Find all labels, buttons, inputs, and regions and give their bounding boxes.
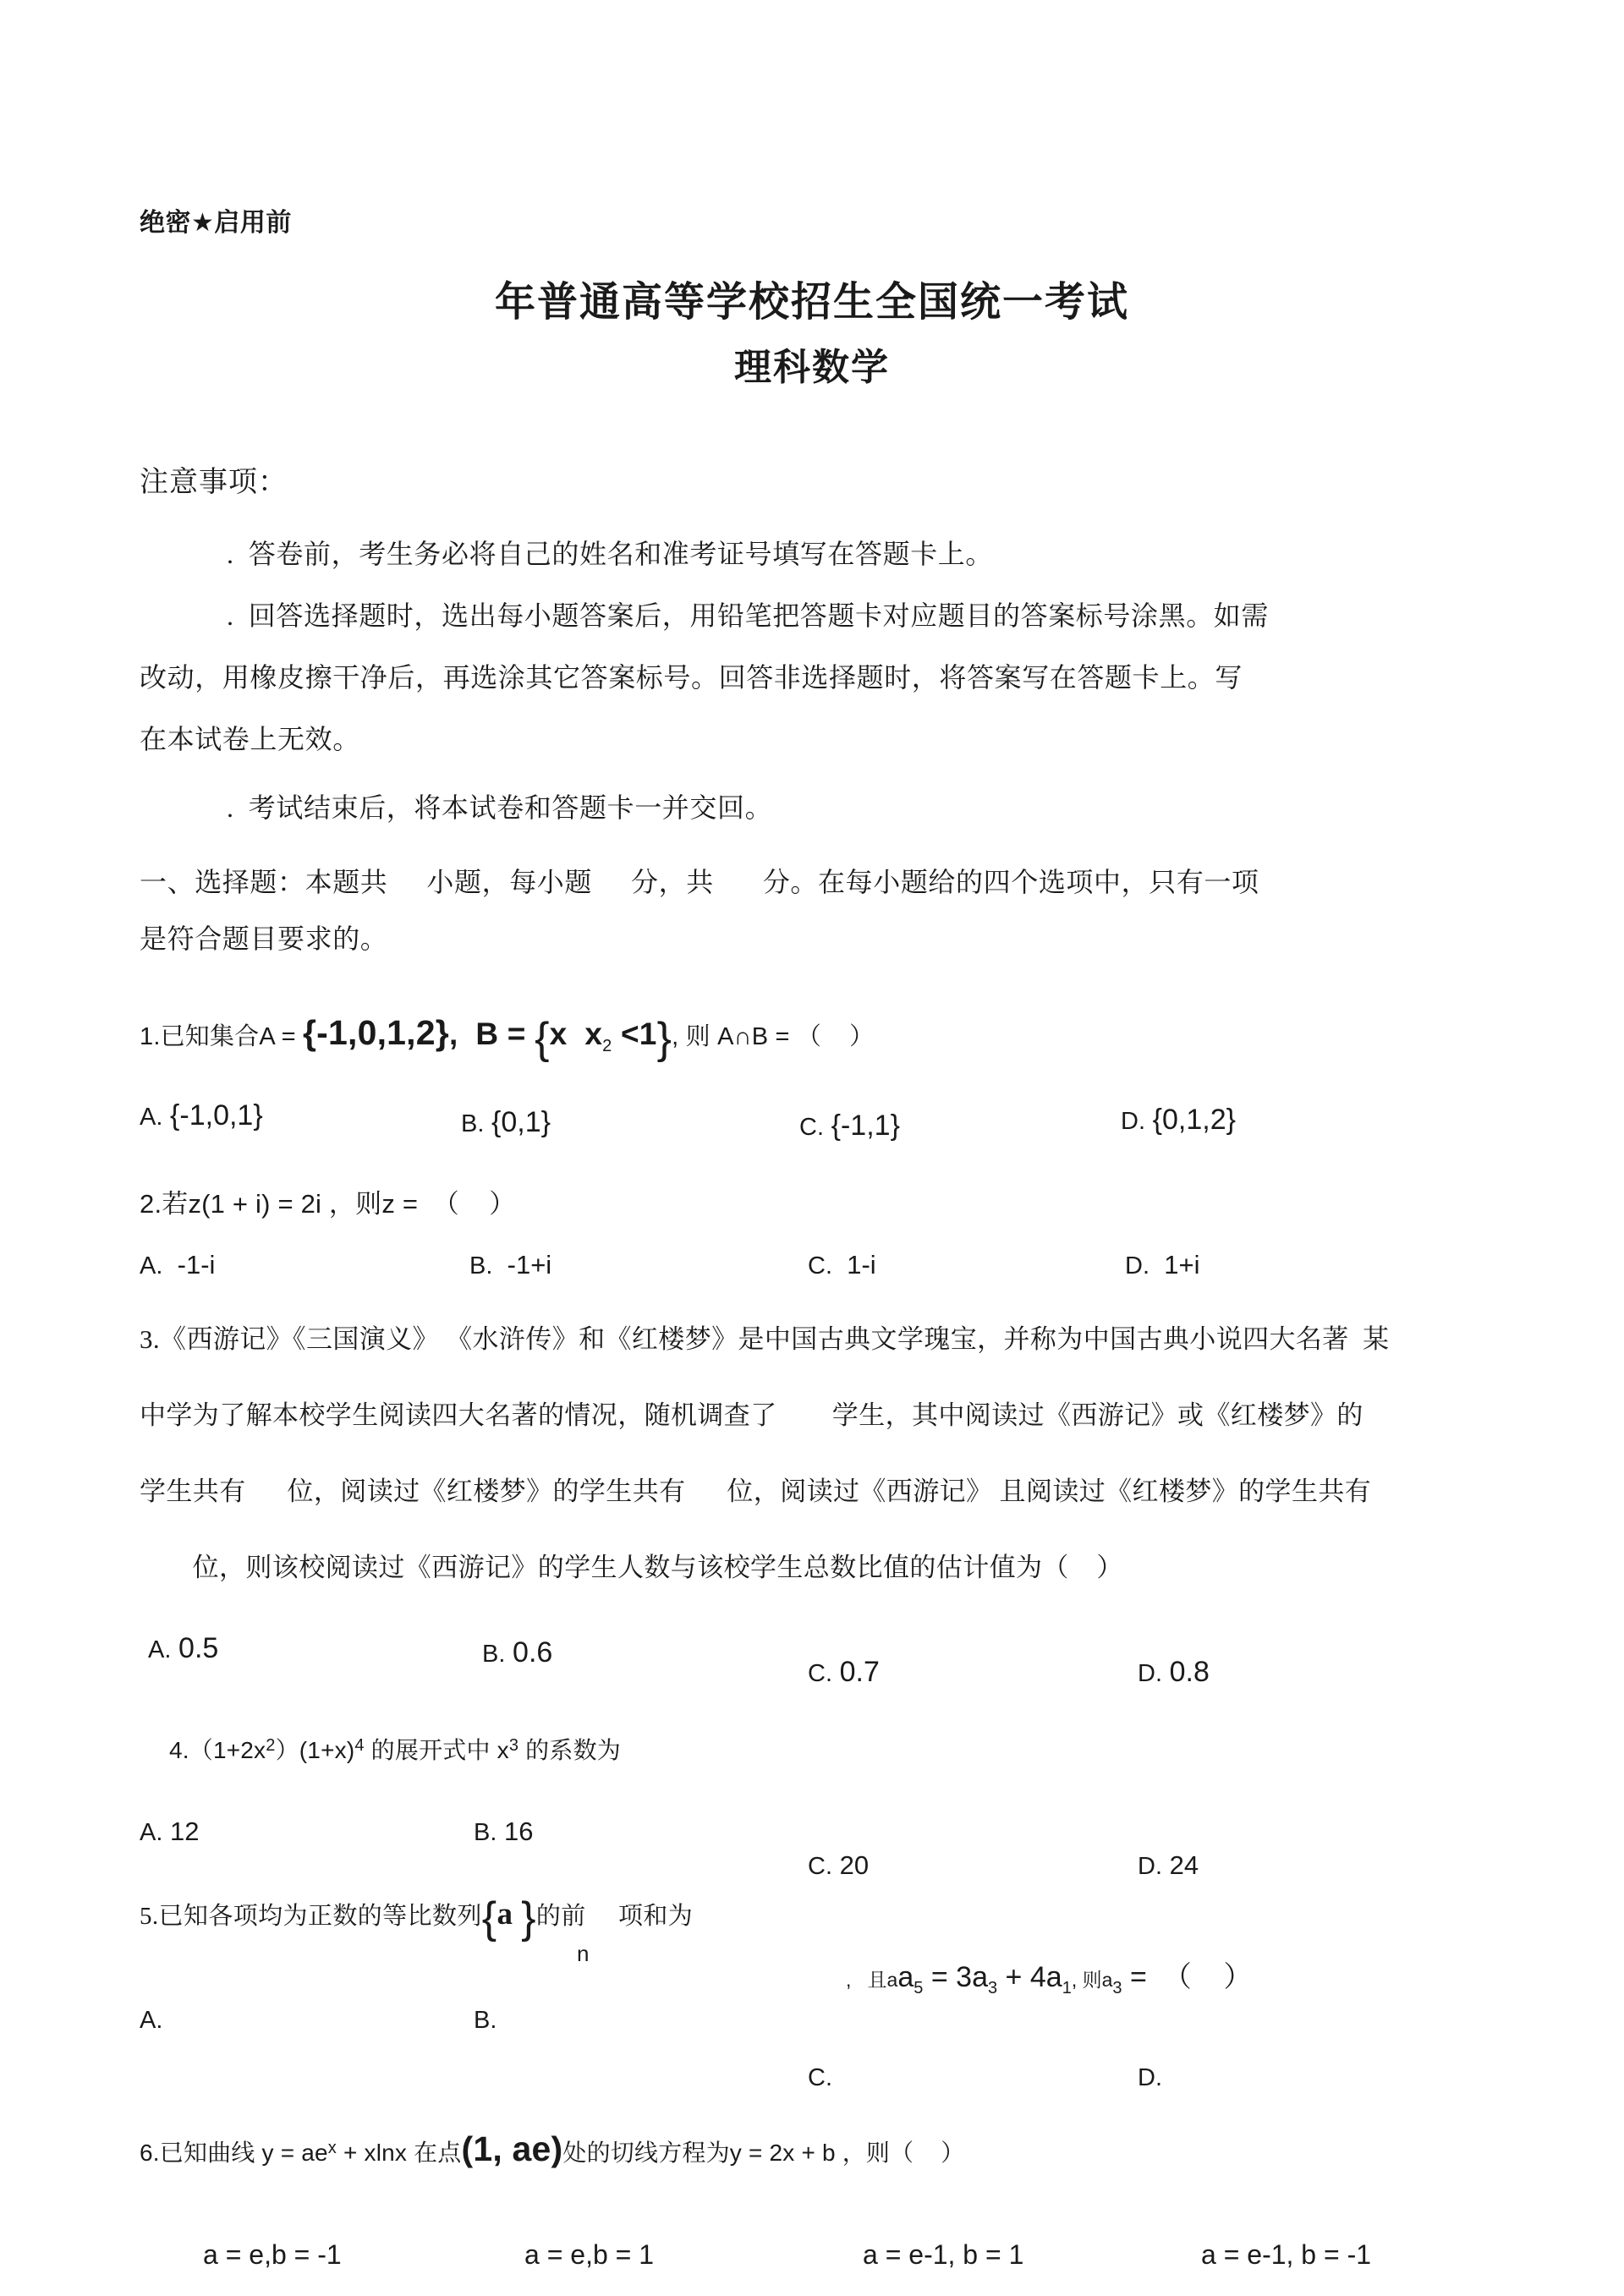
question-3-option-c[interactable] [808,1656,880,1689]
q5-cond-lead: , 且a [846,1969,898,1991]
q5-cond-sub-2: 3 [987,1979,998,1997]
q3-opt-c-label: C. [808,1660,832,1687]
question-4-option-c[interactable] [808,1850,869,1881]
q4-opt-c-value: 20 [839,1850,870,1880]
question-1-option-c[interactable] [799,1110,900,1143]
question-5-option-c[interactable] [808,2062,840,2092]
q2-opt-c-value: 1-i [847,1250,876,1280]
q5-seq-body: a [497,1897,522,1932]
q4-opt-b-value: 16 [504,1817,534,1846]
q6-lead: 6.已知曲线 y = ae [140,2140,328,2166]
note-item-3: . 考试结束后，将本试卷和答题卡一并交回。 [227,792,773,823]
question-5-condition [846,1954,1253,1998]
question-3-option-b[interactable] [482,1636,552,1669]
question-2-option-a[interactable] [140,1250,215,1280]
q5-opt-c-label: C. [808,2064,832,2091]
q1-setb-sub: 2 [602,1037,612,1055]
q1-setb-close: } [656,1014,672,1063]
question-3-option-a[interactable] [148,1632,218,1665]
question-2-stem: 2.若z(1 + i) = 2i ，则z = （ ） [140,1189,516,1219]
question-6-stem [140,2129,964,2169]
q1-opt-c-label: C. [799,1114,824,1141]
q5-cond-plus: + 4a [997,1961,1062,1993]
note-item-2-cont-1: 改动，用橡皮擦干净后，再选涂其它答案标号。回答非选择题时，将答案写在答题卡上。写 [140,662,1243,693]
q1-opt-d-value: {0,1,2} [1152,1104,1236,1136]
question-4-option-d[interactable] [1138,1850,1199,1881]
q2-opt-b-value: -1+i [507,1250,552,1280]
page-title: 年普通高等学校招生全国统一考试 [494,280,1129,325]
question-5-option-a[interactable] [140,2004,170,2035]
q5-opt-d-label: D. [1138,2064,1162,2091]
q5-opt-b-label: B. [474,2007,497,2034]
section-heading-line-2: 是符合题目要求的。 [140,923,388,954]
note-item-2-cont-2: 在本试卷上无效。 [140,724,360,754]
q5-cond-sub-4: 3 [1112,1979,1122,1997]
q1-setb-rel: <1 [612,1016,657,1051]
question-1-option-a[interactable] [140,1099,263,1132]
q6-sup-1: x [327,2139,337,2157]
question-6-option-d[interactable] [1201,2239,1371,2271]
question-2-option-c[interactable] [808,1250,876,1280]
q3-opt-d-value: 0.8 [1169,1656,1210,1688]
q4-opt-d-label: D. [1138,1853,1162,1880]
question-5-option-d[interactable] [1138,2062,1170,2092]
q4-sup-3: 3 [508,1736,519,1755]
q5-cond-end: = （ ） [1122,1961,1253,1993]
q5-opt-a-label: A. [140,2007,163,2034]
q1-opt-a-label: A. [140,1104,163,1131]
q1-opt-a-value: {-1,0,1} [170,1099,263,1132]
question-3-stem-line-4: 位，则该校阅读过《西游记》的学生人数与该校学生总数比值的估计值为（ ） [165,1553,1123,1582]
q2-opt-a-label: A. [140,1252,163,1280]
question-4-option-b[interactable] [474,1817,534,1847]
q1-set-a: {-1,0,1,2} [302,1013,449,1052]
q4-sup-1: 2 [266,1736,276,1755]
question-6-option-a[interactable] [203,2239,342,2271]
note-item-2: . 回答选择题时，选出每小题答案后，用铅笔把答题卡对应题目的答案标号涂黑。如需 [227,600,1270,631]
q2-opt-d-label: D. [1125,1252,1149,1280]
question-3-stem-line-3: 学生共有 位，阅读过《红楼梦》的学生共有 位，阅读过《西游记》 且阅读过《红楼梦》的学生共有 [140,1477,1372,1506]
q6-opt-c-value: a = e-1, b = 1 [863,2239,1024,2270]
question-5-option-b[interactable] [474,2004,504,2035]
question-2-option-d[interactable] [1125,1250,1199,1280]
q4-tail: 的系数为 [518,1737,621,1763]
q3-opt-d-label: D. [1138,1660,1162,1687]
q5-seq-open: { [481,1893,497,1943]
q5-seq-close: } [521,1893,536,1943]
secret-mark: 绝密★启用前 [140,209,292,237]
question-3-stem-line-1: 3.《西游记》《三国演义》 《水浒传》和《红楼梦》是中国古典文学瑰宝，并称为中国古典小说四大名著 某 [140,1324,1390,1354]
q4-mid-2: 的展开式中 x [364,1737,509,1763]
q6-opt-d-value: a = e-1, b = -1 [1201,2239,1372,2270]
q2-opt-d-value: 1+i [1164,1250,1200,1280]
section-text-a: 一、选择题：本题共 [140,867,388,897]
q4-opt-d-value: 24 [1169,1850,1199,1880]
section-heading-line-1 [140,861,1259,900]
q5-cond-eq: = 3a [923,1961,988,1993]
q6-mid: + xlnx 在点 [337,2140,462,2166]
q5-mid: 的前 项和为 [535,1903,694,1930]
question-5-sequence-subscript: n [577,1941,590,1966]
q6-mid-2: 处的切线方程为y = 2x + b ，则（ ） [562,2140,965,2166]
q3-opt-b-label: B. [482,1641,506,1668]
question-5-stem [140,1893,693,1943]
question-1-option-b[interactable] [461,1106,551,1139]
q5-cond-tail: , 则a [1071,1969,1113,1991]
section-text-c: 分，共 [631,867,714,897]
q3-opt-a-value: 0.5 [178,1632,219,1664]
question-3-option-d[interactable] [1138,1656,1210,1689]
q1-setb-body: x x [549,1016,603,1051]
question-6-option-b[interactable] [524,2239,654,2271]
q1-opt-d-label: D. [1121,1108,1145,1135]
question-6-option-c[interactable] [863,2239,1023,2271]
q4-opt-a-value: 12 [170,1817,200,1846]
subject-title: 理科数学 [734,347,890,388]
q5-lead: 5.已知各项均为正数的等比数列 [140,1903,482,1930]
question-4-stem [169,1732,621,1766]
q5-cond-sub-1: 5 [914,1979,924,1997]
q1-lead: 1.已知集合A = [140,1023,303,1050]
q3-opt-c-value: 0.7 [839,1656,880,1688]
question-2-option-b[interactable] [469,1250,551,1280]
q4-opt-b-label: B. [474,1819,497,1846]
q6-opt-b-value: a = e,b = 1 [524,2239,655,2270]
question-1-option-d[interactable] [1121,1104,1236,1137]
question-1-stem [140,1013,874,1064]
q1-tail: , 则 A∩B = （ ） [672,1023,875,1050]
q3-opt-b-value: 0.6 [513,1636,553,1669]
q2-opt-a-value: -1-i [177,1250,216,1280]
q2-opt-c-label: C. [808,1252,832,1280]
q4-opt-a-label: A. [140,1819,163,1846]
q4-opt-c-label: C. [808,1853,832,1880]
note-item-1: . 答卷前，考生务必将自己的姓名和准考证号填写在答题卡上。 [227,539,994,569]
q4-mid: ）(1+x) [275,1737,355,1763]
q2-opt-b-label: B. [469,1252,493,1280]
q4-sup-2: 4 [354,1736,365,1755]
q3-opt-a-label: A. [148,1636,172,1663]
section-text-d: 分。在每小题给的四个选项中，只有一项 [762,867,1259,897]
question-4-option-a[interactable] [140,1817,200,1847]
q6-point: (1, ae) [461,2129,563,2168]
q4-lead: 4.（1+2x [169,1737,266,1763]
q1-opt-b-label: B. [461,1110,485,1137]
question-3-stem-line-2: 中学为了解本校学生阅读四大名著的情况，随机调查了 学生，其中阅读过《西游记》或《红楼梦》的 [140,1400,1363,1430]
q1-setb-open: { [535,1014,550,1063]
q1-opt-b-value: {0,1} [491,1106,551,1138]
section-text-b: 小题，每小题 [426,867,593,897]
q1-opt-c-value: {-1,1} [831,1110,900,1142]
q1-mid: , B = [448,1016,535,1051]
q6-opt-a-value: a = e,b = -1 [203,2239,342,2270]
notes-heading: 注意事项： [140,467,288,498]
q5-cond-a: a [897,1961,914,1993]
q5-cond-sub-3: 1 [1062,1979,1072,1997]
